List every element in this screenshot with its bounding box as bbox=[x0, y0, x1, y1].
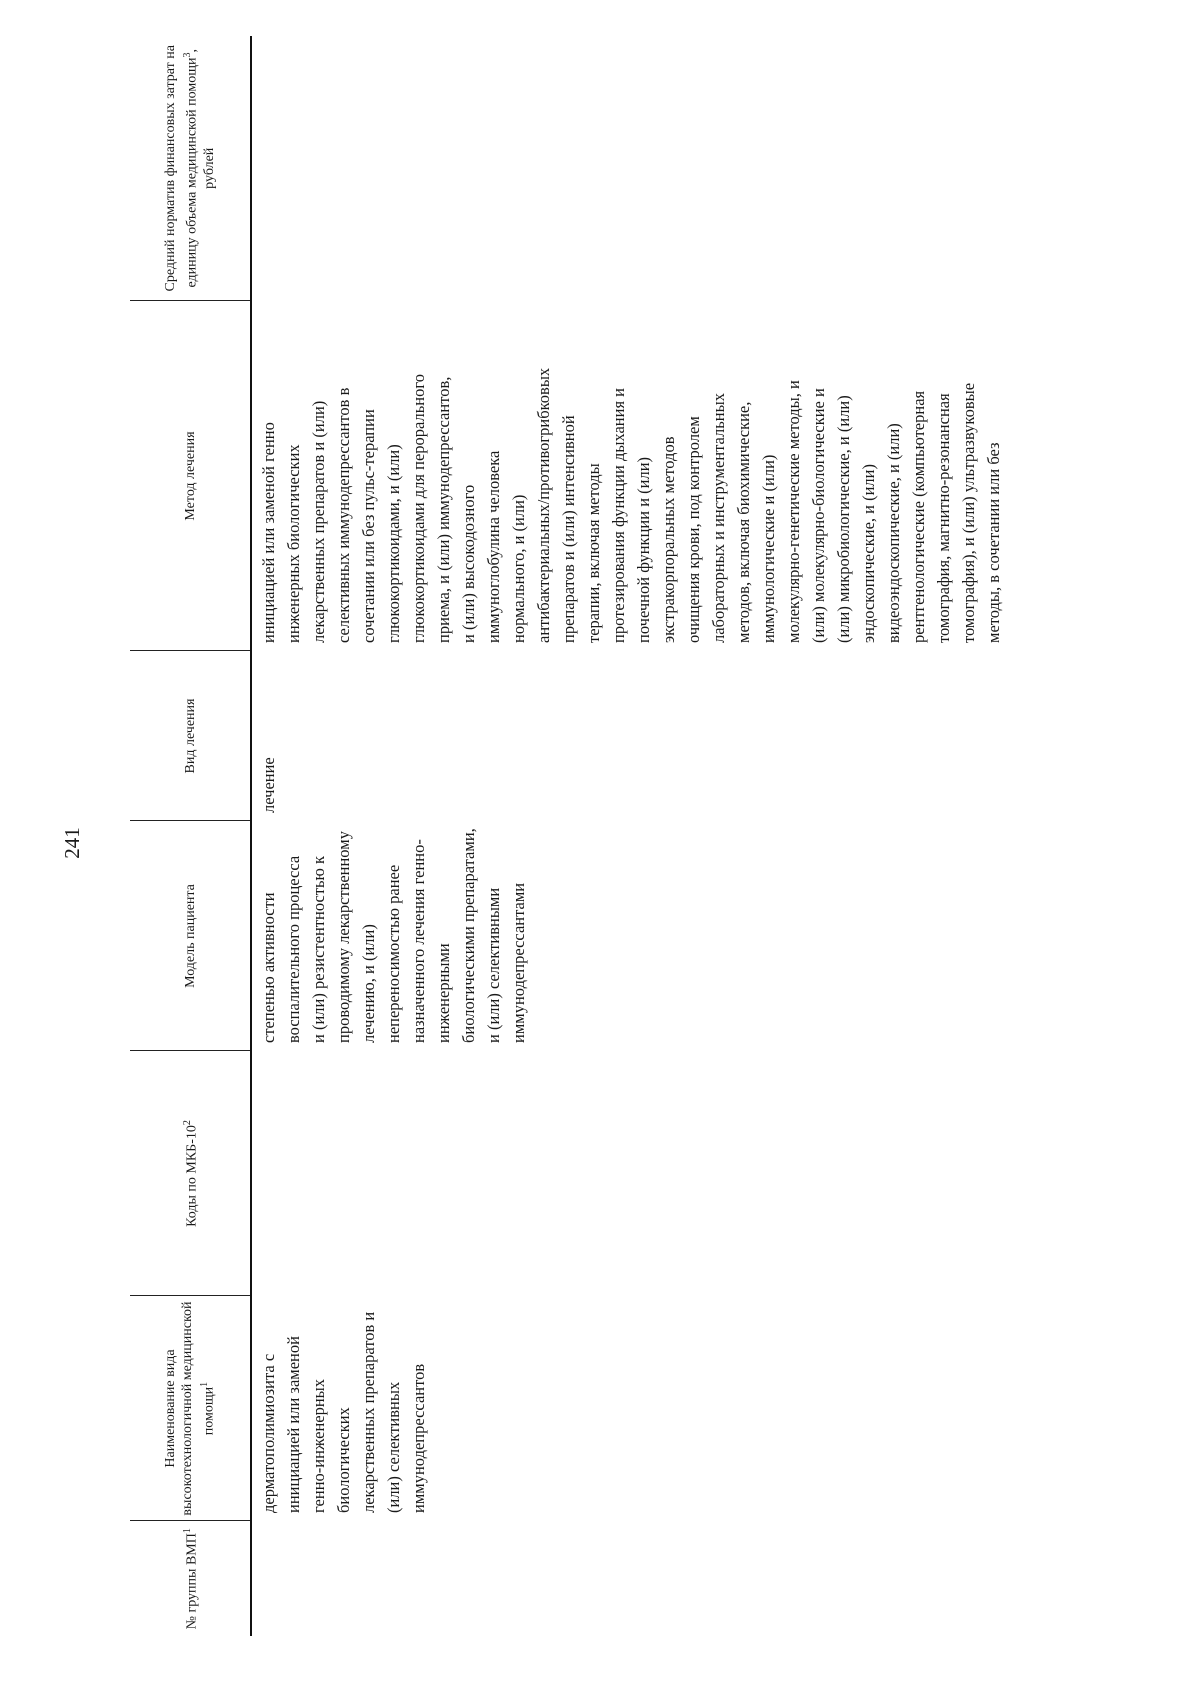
cell-treatment-type bbox=[251, 651, 1190, 821]
cell-text-line: иммуноглобулина человека bbox=[484, 450, 503, 643]
header-text: Метод лечения bbox=[182, 431, 198, 521]
cell-text-line: лабораторных и инструментальных bbox=[709, 393, 728, 643]
cell-text-line: антибактериальных/противогрибковых bbox=[534, 367, 553, 643]
cell-text-line: инженерными bbox=[434, 943, 453, 1043]
header-text: Коды по МКБ-10 bbox=[184, 1125, 200, 1227]
cell-text-line: экстракорпоральных методов bbox=[659, 436, 678, 643]
cell-text-line: и (или) резистентностью к bbox=[309, 855, 328, 1043]
header-footnote: 3 bbox=[182, 52, 194, 58]
header-group-number bbox=[130, 1521, 251, 1636]
header-footnote: 1 bbox=[199, 1381, 211, 1387]
cell-text-line: селективных иммунодепрессантов в bbox=[334, 387, 353, 643]
header-average-cost bbox=[130, 36, 251, 301]
cell-text-line: (или) микробиологические, и (или) bbox=[834, 395, 853, 643]
cell-text-line: и (или) высокодозного bbox=[459, 484, 478, 643]
cell-group-number bbox=[251, 1521, 1190, 1636]
cell-text-line: томография, магнитно-резонансная bbox=[934, 393, 953, 643]
cell-text-line: томография), и (или) ультразвуковые bbox=[959, 382, 978, 643]
cell-text-line: воспалительного процесса bbox=[284, 855, 303, 1043]
cell-text-line: дерматополимиозита с bbox=[259, 1353, 278, 1513]
cell-text-line: биологическими препаратами, bbox=[459, 828, 478, 1043]
cell-patient-model bbox=[251, 821, 1190, 1051]
header-text: Модель пациента bbox=[182, 884, 198, 988]
header-patient-model bbox=[130, 821, 251, 1051]
cell-text-line: инженерных биологических bbox=[284, 444, 303, 643]
cell-text-line: препаратов и (или) интенсивной bbox=[559, 415, 578, 643]
cell-text-line: рентгенологические (компьютерная bbox=[909, 390, 928, 643]
cell-text-line: инициацией или заменой bbox=[284, 1336, 303, 1513]
cell-text-line: степенью активности bbox=[259, 892, 278, 1043]
header-vmp-name bbox=[130, 1296, 251, 1521]
cell-text-line: почечной функции и (или) bbox=[634, 456, 653, 643]
cell-text-line: эндоскопические, и (или) bbox=[859, 464, 878, 643]
table-row bbox=[251, 36, 1190, 1636]
cell-icd-codes bbox=[251, 1051, 1190, 1296]
vmp-table bbox=[130, 36, 1190, 1636]
header-treatment-type bbox=[130, 651, 251, 821]
cell-text-line: молекулярно-генетические методы, и bbox=[784, 380, 803, 643]
header-icd-codes bbox=[130, 1051, 251, 1296]
cell-text-line: назначенного лечения генно- bbox=[409, 839, 428, 1043]
cell-text-line: лечение bbox=[259, 757, 278, 813]
table-header-row bbox=[130, 36, 251, 1636]
header-footnote: 2 bbox=[182, 1120, 194, 1126]
cell-text-line: методы, в сочетании или без bbox=[984, 442, 1003, 643]
header-text: Вид лечения bbox=[182, 698, 198, 774]
cell-text-line: биологических bbox=[334, 1407, 353, 1513]
cell-text-line: лекарственных препаратов и (или) bbox=[309, 400, 328, 643]
cell-text-line: сочетании или без пульс-терапии bbox=[359, 409, 378, 643]
cell-text-line: (или) селективных bbox=[384, 1381, 403, 1513]
header-text: Наименование вида высокотехнологичной медицинской помощи bbox=[163, 1301, 217, 1516]
cell-text-line: иммунологические и (или) bbox=[759, 454, 778, 643]
cell-text-line: глюкокортикоидами, и (или) bbox=[384, 444, 403, 643]
header-treatment-method bbox=[130, 301, 251, 651]
header-suffix: , рублей bbox=[184, 49, 217, 189]
page-number: 241 bbox=[60, 827, 84, 859]
header-text: Средний норматив финансовых затрат на единицу объема медицинской помощи bbox=[163, 45, 200, 292]
cell-text-line: непереносимостью ранее bbox=[384, 864, 403, 1043]
cell-text-line: методов, включая биохимические, bbox=[734, 401, 753, 643]
cell-text-line: лекарственных препаратов и bbox=[359, 1311, 378, 1513]
cell-text-line: и (или) селективными bbox=[484, 887, 503, 1043]
cell-text-line: приема, и (или) иммунодепрессантов, bbox=[434, 376, 453, 643]
header-text: № группы ВМП bbox=[184, 1533, 200, 1630]
cell-text-line: проводимому лекарственному bbox=[334, 831, 353, 1043]
cell-text-line: иммунодепрессантов bbox=[409, 1363, 428, 1513]
cell-text-line: (или) молекулярно-биологические и bbox=[809, 388, 828, 643]
cell-text-line: протезирования функции дыхания и bbox=[609, 387, 628, 643]
cell-text-line: генно-инженерных bbox=[309, 1378, 328, 1513]
cell-treatment-method bbox=[251, 301, 1190, 651]
cell-vmp-name bbox=[251, 1296, 1190, 1521]
cell-text-line: видеоэндоскопические, и (или) bbox=[884, 423, 903, 643]
cell-text-line: иммунодепрессантами bbox=[509, 882, 528, 1043]
cell-text-line: инициацией или заменой генно bbox=[259, 422, 278, 643]
cell-text-line: терапии, включая методы bbox=[584, 463, 603, 643]
cell-text-line: лечению, и (или) bbox=[359, 924, 378, 1043]
cell-text-line: нормального, и (или) bbox=[509, 494, 528, 643]
cell-average-cost bbox=[251, 36, 1190, 301]
cell-text-line: глюкокортикоидами для перорального bbox=[409, 374, 428, 643]
header-footnote: 1 bbox=[182, 1528, 194, 1534]
cell-text-line: очищения крови, под контролем bbox=[684, 416, 703, 643]
